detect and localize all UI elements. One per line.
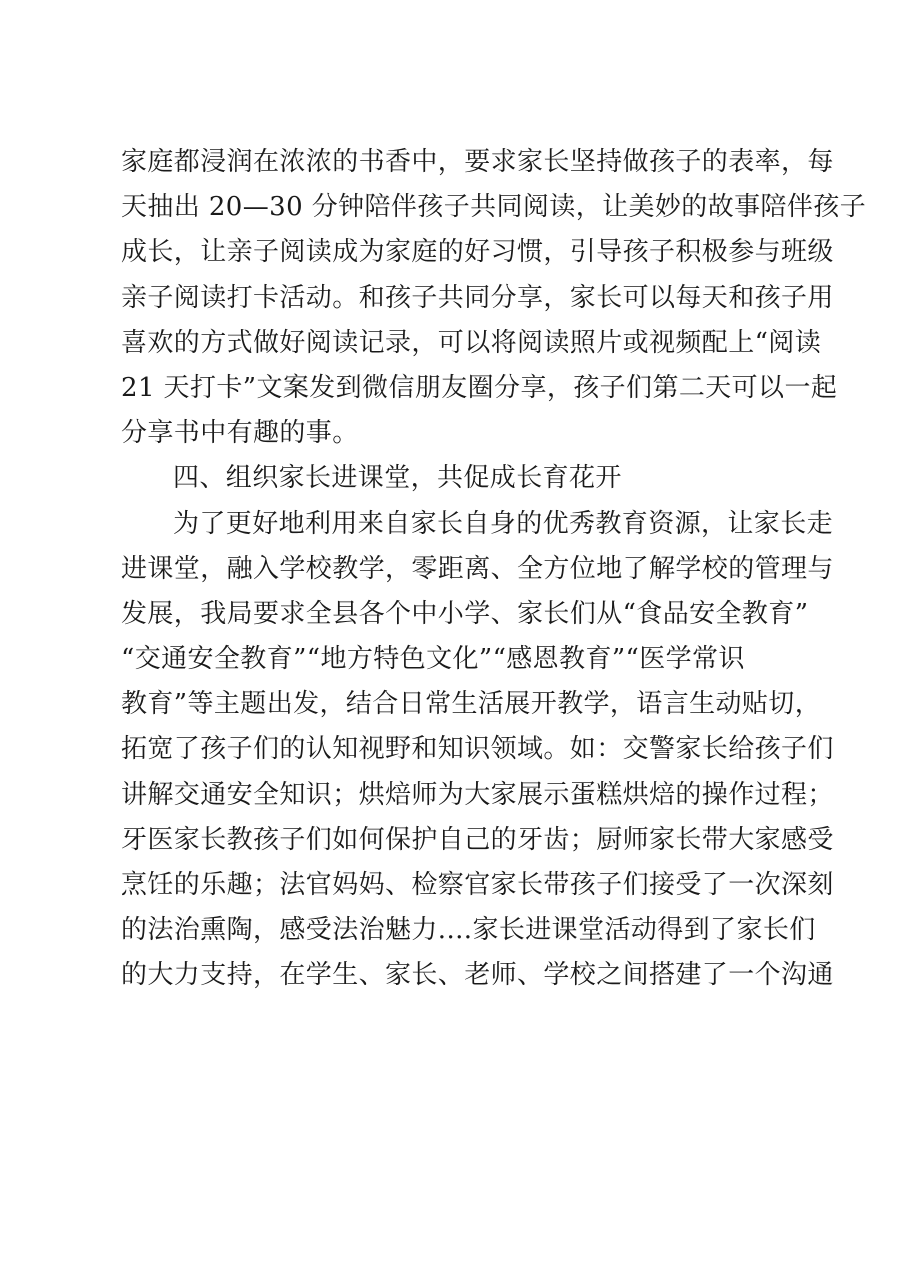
text-line: 家庭都浸润在浓浓的书香中，要求家长坚持做孩子的表率，每 [121,147,834,177]
text-line: 的法治熏陶，感受法治魅力....家长进课堂活动得到了家长们 [121,915,816,946]
text-line: 喜欢的方式做好阅读记录，可以将阅读照片或视频配上“阅读 [121,327,822,358]
text-line: 烹饪的乐趣；法官妈妈、检察官家长带孩子们接受了一次深刻 [121,870,834,900]
text-line: 为了更好地利用来自家长自身的优秀教育资源，让家长走 [173,508,834,539]
text-line: 牙医家长教孩子们如何保护自己的牙齿；厨师家长带大家感受 [121,824,834,855]
text-line: 天抽出 20—30 分钟陪伴孩子共同阅读，让美妙的故事陪伴孩子 [121,192,867,223]
text-line: “交通安全教育”“地方特色文化”“感恩教育”“医学常识 [121,644,745,675]
paragraph-reading-habits [121,140,867,456]
text-line: 教育”等主题出发，结合日常生活展开教学，语言生动贴切， [121,689,822,720]
text-line: 亲子阅读打卡活动。和孩子共同分享，家长可以每天和孩子用 [121,282,834,313]
text-line: 的大力支持，在学生、家长、老师、学校之间搭建了一个沟通 [121,960,834,991]
text-line: 拓宽了孩子们的认知视野和知识领域。如：交警家长给孩子们 [121,734,834,765]
paragraph-parents-in-classroom [121,502,834,999]
text-line: 成长，让亲子阅读成为家庭的好习惯，引导孩子积极参与班级 [121,237,834,268]
text-line: 21 天打卡”文案发到微信朋友圈分享，孩子们第二天可以一起 [121,372,838,403]
text-line: 进课堂，融入学校教学，零距离、全方位地了解学校的管理与 [121,553,834,584]
section-heading: 四、组织家长进课堂，共促成长育花开 [173,463,622,494]
text-line: 讲解交通安全知识；烘焙师为大家展示蛋糕烘焙的操作过程； [121,779,834,810]
text-line: 发展，我局要求全县各个中小学、家长们从“食品安全教育” [121,598,809,629]
document-body [121,140,867,999]
text-line: 分享书中有趣的事。 [121,418,359,449]
